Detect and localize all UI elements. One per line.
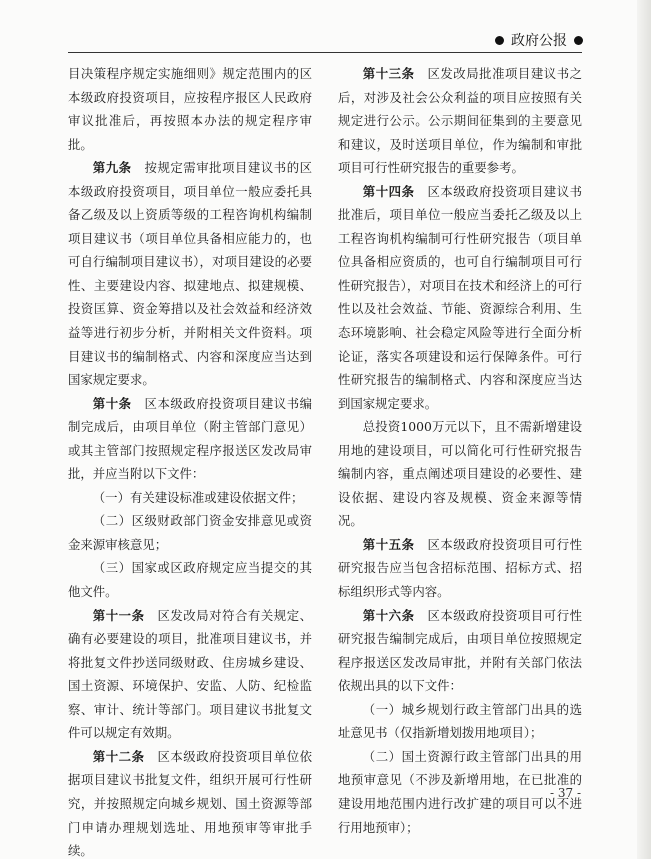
page-edge-shadow	[637, 0, 651, 859]
paragraph	[338, 415, 582, 533]
paragraph-text: （二）区级财政部门资金安排意见或资金来源审核意见；	[68, 513, 312, 552]
paragraph	[338, 604, 582, 698]
article-number: 第九条	[92, 160, 132, 176]
paragraph-text: （二）国土资源行政主管部门出具的用地预审意见（不涉及新增用地，在已批准的建设用地范围内进行改扩建的项目可以不进行用地预审）；	[338, 748, 582, 835]
running-header	[495, 30, 583, 50]
paragraph	[68, 604, 312, 745]
paragraph	[68, 745, 312, 863]
paragraph	[68, 509, 312, 556]
paragraph-text: 按规定需审批项目建议书的区本级政府投资项目，项目单位一般应委托具备乙级及以上资质等级的工程咨询机构编制项目建议书（项目单位具备相应能力的，也可自行编制项目建议书），对项目建设的必要性、主要建设内容、拟建地点、拟建规模、投资匡算、资金筹措以及社会效益和经济效益等进行初步分析，并附相关文件资料。项目建议书的编制格式、内容和深度应当达到国家规定要求。	[68, 160, 313, 388]
article-number: 第十条	[92, 395, 132, 411]
paragraph	[68, 392, 312, 486]
article-number: 第十二条	[92, 748, 145, 764]
article-number: 第十三条	[362, 66, 415, 81]
paragraph	[68, 62, 312, 156]
header-divider	[68, 52, 582, 53]
paragraph-text: 区本级政府投资项目可行性研究报告应当包含招标范围、招标方式、招标组织形式等内容。	[338, 536, 583, 600]
paragraph-text: （三）国家或区政府规定应当提交的其他文件。	[68, 560, 312, 600]
article-number: 第十一条	[92, 607, 145, 623]
left-column	[68, 62, 312, 863]
paragraph-text: （一）有关建设标准或建设依据文件；	[92, 489, 304, 505]
paragraph-text: （一）城乡规划行政主管部门出具的选址意见书（仅指新增划拨用地项目）；	[338, 701, 582, 741]
paragraph-text: 区本级政府投资项目建议书编制完成后，由项目单位（附主管部门意见）或其主管部门按照规定程序报送区发改局审批，并应当附以下文件：	[68, 395, 313, 482]
paragraph	[68, 556, 312, 603]
right-column	[338, 62, 582, 839]
paragraph-text: 区本级政府投资项目建议书批准后，项目单位一般应当委托乙级及以上工程咨询机构编制可行性研究报告（项目单位具备相应资质的，也可自行编制项目可行性研究报告），对项目在技术和经济上的可行性以及社会效益、节能、资源综合利用、生态环境影响、社会稳定风险等进行全面分析论证，落实各项建设和运行保障条件。可行性研究报告的编制格式、内容和深度应当达到国家规定要求。	[338, 183, 583, 411]
paragraph	[338, 698, 582, 745]
page-number: - 37 -	[549, 786, 581, 800]
header-title: 政府公报	[511, 33, 567, 49]
paragraph	[338, 745, 582, 839]
paragraph	[338, 533, 582, 604]
paragraph-text: 区本级政府投资项目可行性研究报告编制完成后，由项目单位按照规定程序报送区发改局审批，并附有关部门依法依规出具的以下文件：	[338, 607, 583, 694]
paragraph-text: 总投资1000万元以下，且不需新增建设用地的建设项目，可以简化可行性研究报告编制内容，重点阐述项目建设的必要性、建设依据、建设内容及规模、资金来源等情况。	[338, 419, 582, 529]
paragraph-text: 区发改局对符合有关规定、确有必要建设的项目，批准项目建议书，并将批复文件抄送同级财政、住房城乡建设、国土资源、环境保护、安监、人防、纪检监察、审计、统计等部门。项目建议书批复文件可以规定有效期。	[68, 607, 313, 741]
paragraph-text: 目决策程序规定实施细则》规定范围内的区本级政府投资项目，应按程序报区人民政府审议批准后，再按照本办法的规定程序审批。	[68, 66, 312, 152]
bullet-dot-icon	[574, 36, 583, 45]
paragraph-text: 区发改局批准项目建议书之后，对涉及社会公众利益的项目应按照有关规定进行公示。公示期间征集到的主要意见和建议，及时送项目单位，作为编制和审批项目可行性研究报告的重要参考。	[338, 66, 583, 176]
article-number: 第十六条	[362, 607, 415, 623]
paragraph-text: 区本级政府投资项目单位依据项目建议书批复文件，组织开展可行性研究，并按照规定向城乡规划、国土资源等部门申请办理规划选址、用地预审等审批手续。	[68, 748, 313, 859]
paragraph	[68, 486, 312, 510]
paragraph	[338, 62, 582, 180]
article-number: 第十五条	[362, 536, 415, 552]
paragraph	[68, 156, 312, 391]
bullet-dot-icon	[495, 36, 504, 45]
article-number: 第十四条	[362, 183, 415, 199]
paragraph	[338, 180, 582, 415]
